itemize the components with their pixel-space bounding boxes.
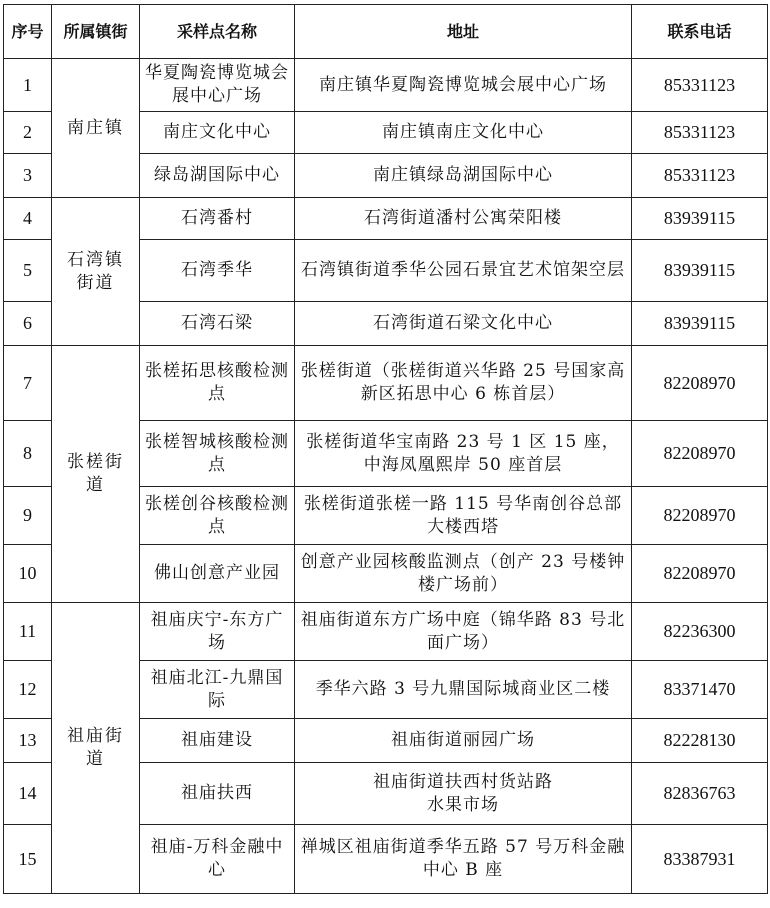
header-address: 地址 xyxy=(295,5,632,59)
site-address: 张槎街道（张槎街道兴华路 25 号国家高新区拓思中心 6 栋首层） xyxy=(295,346,632,421)
phone-number: 85331123 xyxy=(632,154,768,198)
phone-number: 83371470 xyxy=(632,661,768,719)
row-index: 9 xyxy=(4,487,52,545)
row-index: 12 xyxy=(4,661,52,719)
site-address: 季华六路 3 号九鼎国际城商业区二楼 xyxy=(295,661,632,719)
site-address: 石湾镇街道季华公园石景宜艺术馆架空层 xyxy=(295,240,632,302)
site-name: 祖庙庆宁-东方广场 xyxy=(140,603,295,661)
table-row xyxy=(4,59,768,112)
site-name: 祖庙建设 xyxy=(140,719,295,763)
site-address: 祖庙街道扶西村货站路 水果市场 xyxy=(295,763,632,825)
header-town: 所属镇街 xyxy=(52,5,140,59)
header-row xyxy=(4,5,768,59)
site-address: 张槎街道张槎一路 115 号华南创谷总部大楼西塔 xyxy=(295,487,632,545)
site-address: 南庄镇南庄文化中心 xyxy=(295,112,632,154)
phone-number: 83939115 xyxy=(632,240,768,302)
phone-number: 82208970 xyxy=(632,346,768,421)
site-name: 石湾石梁 xyxy=(140,302,295,346)
phone-number: 83939115 xyxy=(632,302,768,346)
site-name: 佛山创意产业园 xyxy=(140,545,295,603)
row-index: 15 xyxy=(4,825,52,894)
table-row xyxy=(4,198,768,240)
site-name: 张槎智城核酸检测点 xyxy=(140,421,295,487)
phone-number: 82228130 xyxy=(632,719,768,763)
site-name: 石湾季华 xyxy=(140,240,295,302)
row-index: 3 xyxy=(4,154,52,198)
row-index: 14 xyxy=(4,763,52,825)
header-site: 采样点名称 xyxy=(140,5,295,59)
phone-number: 85331123 xyxy=(632,59,768,112)
phone-number: 82208970 xyxy=(632,421,768,487)
town-cell: 石湾镇 街道 xyxy=(52,198,140,346)
table-row xyxy=(4,603,768,661)
header-index: 序号 xyxy=(4,5,52,59)
phone-number: 83939115 xyxy=(632,198,768,240)
header-phone: 联系电话 xyxy=(632,5,768,59)
site-address: 创意产业园核酸监测点（创产 23 号楼钟楼广场前） xyxy=(295,545,632,603)
site-name: 祖庙北江-九鼎国际 xyxy=(140,661,295,719)
site-address: 石湾街道石梁文化中心 xyxy=(295,302,632,346)
site-name: 祖庙-万科金融中心 xyxy=(140,825,295,894)
site-address: 南庄镇华夏陶瓷博览城会展中心广场 xyxy=(295,59,632,112)
site-address: 祖庙街道丽园广场 xyxy=(295,719,632,763)
site-address: 南庄镇绿岛湖国际中心 xyxy=(295,154,632,198)
row-index: 4 xyxy=(4,198,52,240)
phone-number: 82208970 xyxy=(632,545,768,603)
phone-number: 82836763 xyxy=(632,763,768,825)
site-name: 绿岛湖国际中心 xyxy=(140,154,295,198)
row-index: 10 xyxy=(4,545,52,603)
row-index: 11 xyxy=(4,603,52,661)
site-address: 石湾街道潘村公寓荣阳楼 xyxy=(295,198,632,240)
phone-number: 83387931 xyxy=(632,825,768,894)
phone-number: 82208970 xyxy=(632,487,768,545)
site-address: 张槎街道华宝南路 23 号 1 区 15 座， 中海凤凰熙岸 50 座首层 xyxy=(295,421,632,487)
row-index: 13 xyxy=(4,719,52,763)
phone-number: 85331123 xyxy=(632,112,768,154)
row-index: 5 xyxy=(4,240,52,302)
row-index: 8 xyxy=(4,421,52,487)
site-address: 祖庙街道东方广场中庭（锦华路 83 号北面广场） xyxy=(295,603,632,661)
row-index: 7 xyxy=(4,346,52,421)
sampling-sites-table xyxy=(3,4,768,894)
town-cell: 南庄镇 xyxy=(52,59,140,198)
site-name: 张槎拓思核酸检测点 xyxy=(140,346,295,421)
site-address: 禅城区祖庙街道季华五路 57 号万科金融中心 B 座 xyxy=(295,825,632,894)
site-name: 石湾番村 xyxy=(140,198,295,240)
town-cell: 祖庙街 道 xyxy=(52,603,140,894)
table-row xyxy=(4,346,768,421)
row-index: 2 xyxy=(4,112,52,154)
town-cell: 张槎街 道 xyxy=(52,346,140,603)
row-index: 6 xyxy=(4,302,52,346)
site-name: 张槎创谷核酸检测点 xyxy=(140,487,295,545)
phone-number: 82236300 xyxy=(632,603,768,661)
row-index: 1 xyxy=(4,59,52,112)
site-name: 祖庙扶西 xyxy=(140,763,295,825)
site-name: 华夏陶瓷博览城会展中心广场 xyxy=(140,59,295,112)
site-name: 南庄文化中心 xyxy=(140,112,295,154)
